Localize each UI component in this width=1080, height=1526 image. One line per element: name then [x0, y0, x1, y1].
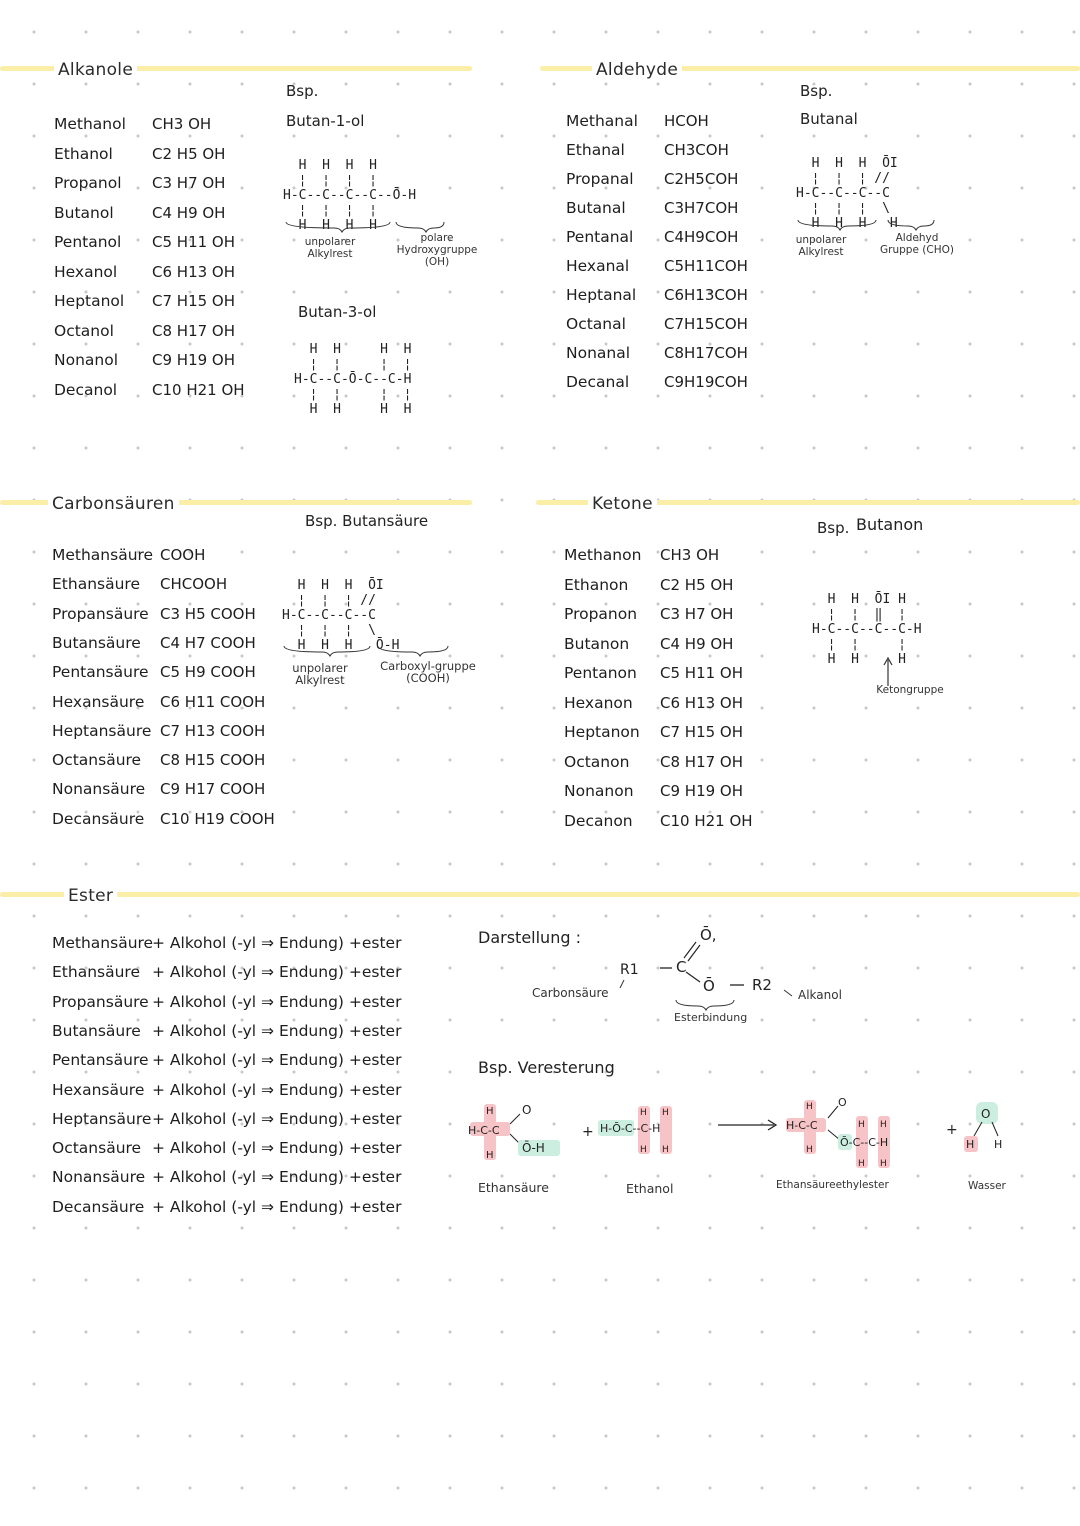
compound-name: Octanal: [566, 315, 626, 333]
butanal-left-label: unpolarer Alkylrest: [795, 234, 847, 258]
compound-formula: C7 H15 OH: [660, 723, 744, 741]
reaction-arrow: [716, 1118, 780, 1132]
svg-text:H-Ō-C--C-H: H-Ō-C--C-H: [600, 1122, 661, 1135]
ethansaeure-structure: [466, 1100, 570, 1170]
butanal-structure: H H H ŌI ¦ ¦ ¦ // H-C--C--C--C ¦ ¦ ¦ \ H H H H: [796, 156, 898, 231]
acid-name: Methansäure: [52, 934, 154, 952]
ethanol-label: Ethanol: [626, 1181, 674, 1196]
r2-label: R2: [752, 976, 772, 994]
compound-name: Hexansäure: [52, 692, 145, 711]
compound-formula: C3H7COH: [664, 199, 739, 217]
compound-formula: C7H15COH: [664, 315, 748, 333]
compound-formula: C10 H19 COOH: [160, 809, 275, 828]
wasser-structure: [962, 1100, 1012, 1156]
ester-rule-row: [52, 963, 401, 981]
acid-name: Ethansäure: [52, 963, 140, 982]
compound-formula: C10 H21 OH: [152, 380, 245, 399]
compound-name: Methansäure: [52, 546, 154, 564]
compound-name: Decanol: [54, 380, 118, 399]
compound-name: Butanal: [566, 199, 626, 217]
ester-rule-row: [52, 1168, 401, 1186]
compound-formula: CH3 OH: [152, 115, 212, 133]
compound-name: Pentanal: [566, 228, 634, 246]
compound-formula: C5 H11 OH: [152, 233, 236, 251]
ester-rule-row: [52, 1198, 401, 1216]
ester-rule-text: + Alkohol (-yl ⇒ Endung) +ester: [152, 1109, 402, 1128]
compound-name: Pentansäure: [52, 663, 149, 682]
alkanol-label: Alkanol: [798, 988, 842, 1002]
svg-text:H: H: [880, 1159, 887, 1169]
svg-text:H: H: [486, 1106, 494, 1117]
svg-text:O: O: [838, 1096, 847, 1109]
ester-rule-row: [52, 1051, 401, 1069]
compound-name: Butansäure: [52, 633, 141, 652]
svg-text:Ō-C--C-H: Ō-C--C-H: [840, 1136, 889, 1149]
product-label: Ethansäureethylester: [776, 1179, 889, 1191]
compound-name: Ethanon: [564, 575, 629, 594]
compound-formula: C5 H9 COOH: [160, 663, 256, 682]
butan-1-ol-right-label: polare Hydroxygruppe (OH): [396, 232, 478, 268]
ester-rule-row: [52, 1081, 401, 1099]
svg-text:H: H: [880, 1120, 887, 1130]
butan-1-ol-left-label: unpolarer Alkylrest: [304, 236, 356, 260]
compound-formula: C6H13COH: [664, 286, 748, 304]
compound-formula: C3 H5 COOH: [160, 604, 256, 623]
butansaeure-structure: H H H ŌI ¦ ¦ ¦ // H-C--C--C--C ¦ ¦ ¦ \ H H H Ō-H: [282, 578, 400, 653]
svg-text:H: H: [994, 1138, 1003, 1151]
svg-text:C: C: [676, 958, 687, 976]
compound-name: Nonanon: [564, 782, 634, 800]
compound-name: Methanal: [566, 112, 638, 130]
svg-text:O: O: [522, 1103, 532, 1117]
ester-rule-text: + Alkohol (-yl ⇒ Endung) +ester: [152, 1168, 402, 1187]
acid-name: Octansäure: [52, 1139, 142, 1158]
compound-formula: C2 H5 OH: [152, 144, 226, 163]
wasser-label: Wasser: [968, 1180, 1006, 1192]
compound-formula: C4 H7 COOH: [160, 633, 256, 652]
carbonsaeuren-title: Carbonsäuren: [48, 494, 179, 514]
compound-formula: CH3 OH: [660, 546, 720, 564]
compound-name: Nonanol: [54, 351, 119, 369]
butan-3-ol-title: Butan-3-ol: [298, 303, 377, 321]
compound-name: Propanon: [564, 605, 638, 623]
svg-text:H: H: [806, 1145, 813, 1155]
ketone-bsp-label: Bsp.: [817, 519, 850, 537]
compound-formula: C4 H9 OH: [660, 634, 734, 653]
compound-formula: C9 H19 OH: [660, 782, 744, 800]
compound-name: Decanal: [566, 373, 630, 391]
svg-text:Ō: Ō: [703, 977, 715, 995]
compound-name: Propanal: [566, 170, 634, 188]
compound-formula: C6 H13 OH: [152, 262, 236, 281]
butanal-right-label: Aldehyd Gruppe (CHO): [880, 232, 954, 256]
compound-name: Ethansäure: [52, 575, 140, 594]
svg-text:H: H: [966, 1138, 975, 1151]
svg-text:H: H: [662, 1145, 669, 1155]
compound-formula: C9 H17 COOH: [160, 780, 266, 799]
svg-text:Ō,: Ō,: [700, 926, 717, 944]
aldehyde-title: Aldehyde: [592, 60, 682, 80]
carbonsaeure-label: Carbonsäure: [532, 986, 609, 1000]
compound-formula: C3 H7 OH: [152, 174, 226, 192]
acid-name: Butansäure: [52, 1021, 141, 1040]
compound-name: Ethanal: [566, 141, 625, 159]
compound-formula: COOH: [160, 546, 206, 564]
compound-formula: C2H5COH: [664, 170, 739, 188]
butan-1-ol-structure: H H H H ¦ ¦ ¦ ¦ H-C--C--C--C--Ō-H ¦ ¦ ¦ ¦ H H H H: [283, 158, 417, 233]
compound-formula: C8 H15 COOH: [160, 751, 266, 770]
ethansaeure-label: Ethansäure: [478, 1180, 549, 1195]
compound-name: Octanon: [564, 752, 630, 771]
ester-rule-row: [52, 1110, 401, 1128]
plus-1: +: [582, 1124, 594, 1140]
r1-label: R1: [620, 962, 639, 978]
compound-name: Butanol: [54, 203, 114, 222]
butanon-structure: H H ŌI H ¦ ¦ ‖ ¦ H-C--C--C--C-H ¦ ¦ ¦ H H H: [812, 592, 922, 667]
aldehyde-bsp-label: Bsp.: [800, 82, 833, 100]
compound-formula: C7 H15 OH: [152, 292, 236, 310]
compound-name: Decansäure: [52, 809, 145, 828]
butanon-title: Butanon: [856, 515, 924, 534]
compound-formula: C2 H5 OH: [660, 575, 734, 594]
plus-2: +: [946, 1122, 958, 1138]
alkanole-bsp-label: Bsp.: [286, 82, 319, 100]
compound-formula: C10 H21 OH: [660, 811, 753, 830]
ester-rule-text: + Alkohol (-yl ⇒ Endung) +ester: [152, 1139, 402, 1158]
compound-name: Methanol: [54, 115, 126, 133]
compound-formula: C9H19COH: [664, 373, 748, 391]
compound-name: Decanon: [564, 811, 633, 830]
compound-formula: C6 H13 OH: [660, 693, 744, 712]
compound-name: Ethanol: [54, 144, 113, 163]
svg-text:H: H: [662, 1108, 669, 1118]
compound-name: Hexanon: [564, 693, 633, 712]
svg-text:H: H: [806, 1102, 813, 1112]
svg-text:H: H: [640, 1145, 647, 1155]
compound-formula: C6 H11 COOH: [160, 692, 266, 711]
compound-name: Heptanon: [564, 723, 640, 741]
butan-1-ol-title: Butan-1-ol: [286, 112, 365, 130]
acid-name: Decansäure: [52, 1197, 145, 1216]
butan-3-ol-structure: H H H H ¦ ¦ ¦ ¦ H-C--C-Ō-C--C-H ¦ ¦ ¦ ¦ H H H H: [294, 342, 412, 417]
alkanole-title: Alkanole: [54, 60, 137, 80]
esterbindung-label: Esterbindung: [674, 1011, 748, 1024]
compound-name: Hexanol: [54, 262, 118, 281]
svg-text:H-C-C: H-C-C: [468, 1124, 500, 1137]
acid-name: Nonansäure: [52, 1168, 146, 1187]
ester-rule-row: [52, 1139, 401, 1157]
compound-name: Pentanol: [54, 233, 122, 251]
compound-name: Octanol: [54, 321, 114, 340]
ester-rule-row: [52, 1022, 401, 1040]
compound-formula: C7 H13 COOH: [160, 721, 266, 740]
compound-formula: C8 H17 OH: [660, 752, 744, 771]
compound-formula: CH3COH: [664, 141, 729, 159]
svg-text:H: H: [486, 1150, 494, 1161]
compound-name: Methanon: [564, 546, 642, 564]
compound-name: Heptanol: [54, 292, 125, 310]
ester-product-structure: [782, 1094, 922, 1174]
compound-name: Butanon: [564, 634, 630, 653]
ketone-title: Ketone: [588, 494, 657, 514]
ester-highlight: [0, 892, 1080, 897]
butansaeure-braces: [282, 644, 482, 660]
compound-formula: HCOH: [664, 112, 709, 130]
compound-name: Hexanal: [566, 257, 630, 275]
acid-name: Hexansäure: [52, 1080, 145, 1099]
acid-name: Propansäure: [52, 992, 149, 1011]
ester-rule-row: [52, 934, 401, 952]
butansaeure-left-label: unpolarer Alkylrest: [292, 661, 348, 687]
acid-name: Heptansäure: [52, 1109, 152, 1128]
veresterung-title: Bsp. Veresterung: [478, 1058, 615, 1077]
compound-formula: C5H11COH: [664, 257, 748, 275]
ester-rule-text: + Alkohol (-yl ⇒ Endung) +ester: [152, 1197, 402, 1216]
ethanol-structure: [598, 1102, 702, 1162]
compound-formula: C5 H11 OH: [660, 664, 744, 682]
butansaeure-right-label: Carboxyl-gruppe (COOH): [380, 659, 476, 685]
svg-text:O: O: [981, 1107, 991, 1121]
butanal-braces: [796, 218, 956, 232]
compound-formula: C3 H7 OH: [660, 605, 734, 623]
compound-name: Heptanal: [566, 286, 637, 304]
ester-rule-text: + Alkohol (-yl ⇒ Endung) +ester: [152, 963, 402, 982]
compound-name: Propansäure: [52, 604, 149, 623]
svg-text:H-C-C: H-C-C: [786, 1119, 818, 1132]
ester-rule-text: + Alkohol (-yl ⇒ Endung) +ester: [152, 1080, 402, 1099]
acid-name: Pentansäure: [52, 1051, 149, 1070]
ester-rule-text: + Alkohol (-yl ⇒ Endung) +ester: [152, 1051, 402, 1070]
ester-rule-row: [52, 993, 401, 1011]
butanal-title: Butanal: [800, 110, 858, 128]
compound-name: Heptansäure: [52, 721, 152, 740]
compound-formula: C9 H19 OH: [152, 351, 236, 369]
svg-text:H: H: [640, 1108, 647, 1118]
compound-formula: C4 H9 OH: [152, 203, 226, 222]
ester-rule-text: + Alkohol (-yl ⇒ Endung) +ester: [152, 992, 402, 1011]
compound-formula: C8 H17 OH: [152, 321, 236, 340]
darstellung-label: Darstellung :: [478, 928, 581, 947]
compound-formula: C4H9COH: [664, 228, 739, 246]
compound-name: Pentanon: [564, 664, 637, 682]
compound-name: Nonansäure: [52, 780, 146, 799]
compound-name: Octansäure: [52, 751, 142, 770]
svg-text:H: H: [858, 1120, 865, 1130]
svg-text:H: H: [858, 1159, 865, 1169]
svg-text:Ō-H: Ō-H: [522, 1141, 545, 1155]
compound-formula: C8H17COH: [664, 344, 748, 362]
ketongruppe-label: Ketongruppe: [876, 684, 944, 696]
ester-rule-text: + Alkohol (-yl ⇒ Endung) +ester: [152, 934, 402, 952]
ester-title: Ester: [64, 886, 117, 906]
ester-rule-text: + Alkohol (-yl ⇒ Endung) +ester: [152, 1021, 402, 1040]
compound-name: Nonanal: [566, 344, 631, 362]
compound-name: Propanol: [54, 174, 122, 192]
butansaeure-title: Bsp. Butansäure: [305, 512, 429, 530]
compound-formula: CHCOOH: [160, 575, 228, 594]
